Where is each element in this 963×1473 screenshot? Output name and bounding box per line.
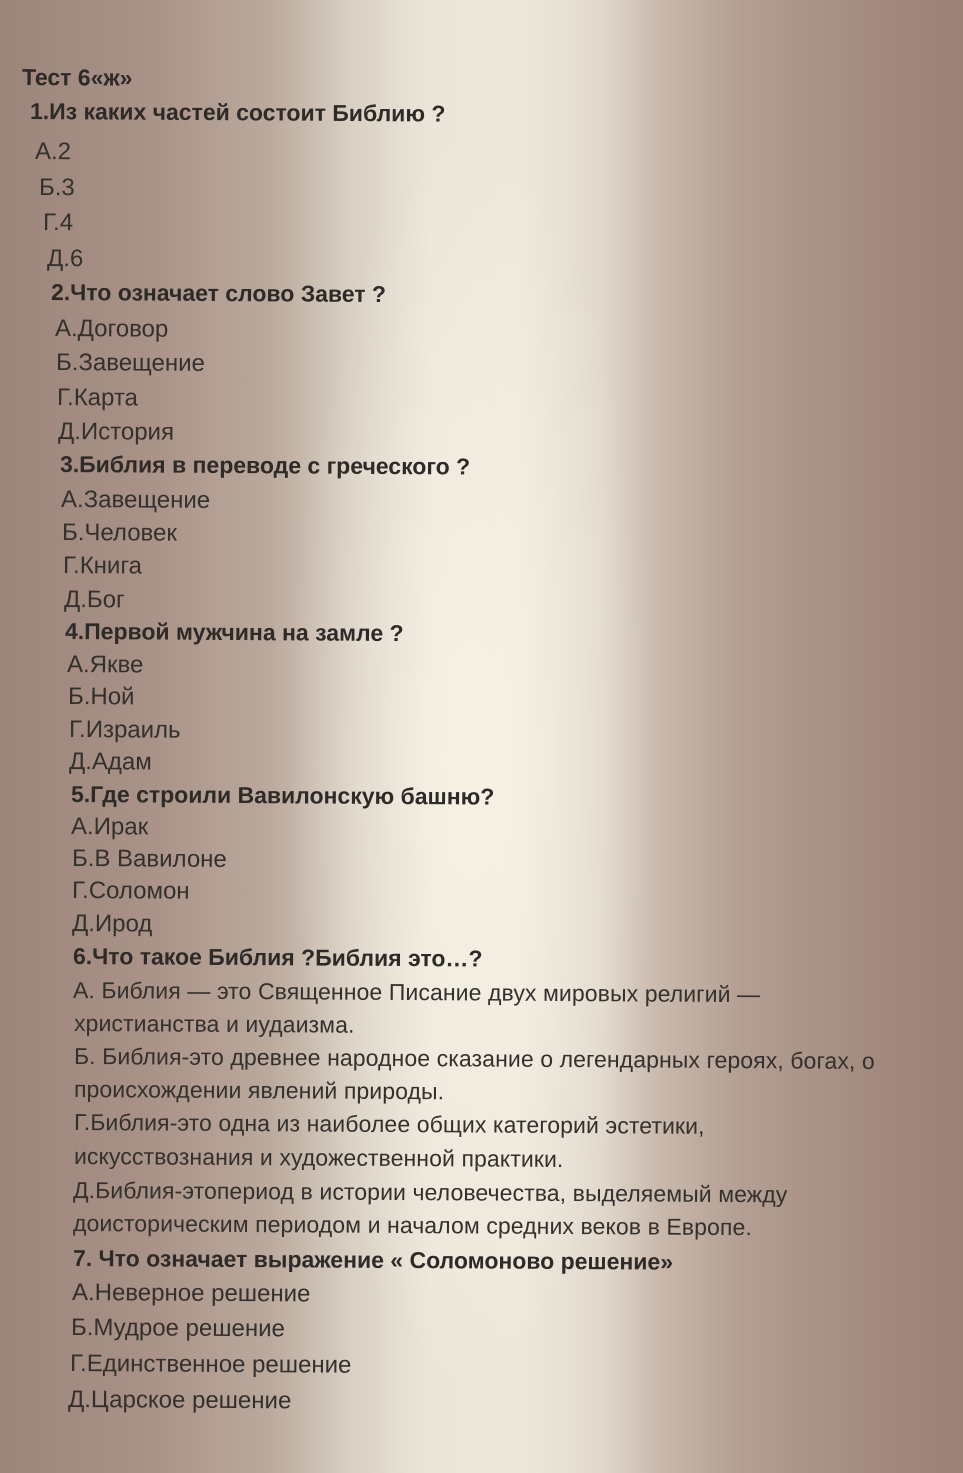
question-6: 6.Что такое Библия ?Библия это…? xyxy=(72,943,483,972)
question-3-option-a: А.Завещение xyxy=(60,486,211,514)
question-4: 4.Первой мужчина на замле ? xyxy=(64,618,404,647)
question-6-option-a-line-1: А. Библия — это Священное Писание двух мировых религий — xyxy=(72,977,761,1008)
question-3-option-b: Б.Человек xyxy=(61,519,178,547)
question-1-option-d: Д.6 xyxy=(46,245,84,273)
question-6-option-g-line-1: Г.Библия-это одна из наиболее общих категорий эстетики, xyxy=(73,1109,705,1139)
question-3-option-d: Д.Бог xyxy=(63,586,125,614)
question-5-option-d: Д.Ирод xyxy=(71,910,153,938)
question-7-option-a: А.Неверное решение xyxy=(71,1279,311,1308)
question-5-option-b: Б.В Вавилоне xyxy=(71,845,227,873)
question-2-option-d: Д.История xyxy=(57,418,175,446)
question-4-option-a: А.Якве xyxy=(66,651,144,679)
question-6-option-b-line-2: происхождении явлений природы. xyxy=(73,1076,445,1105)
question-7-option-g: Г.Единственное решение xyxy=(69,1350,352,1379)
question-2-option-g: Г.Карта xyxy=(56,384,139,412)
question-7-option-d: Д.Царское решение xyxy=(67,1386,292,1415)
question-6-option-d-line-1: Д.Библия-этопериод в истории человечества, выделяемый между xyxy=(72,1177,788,1208)
question-7-option-b: Б.Мудрое решение xyxy=(70,1314,285,1343)
question-6-option-b-line-1: Б. Библия-это древнее народное сказание о легендарных героях, богах, о xyxy=(73,1043,875,1074)
question-7: 7. Что означает выражение « Соломоново решение» xyxy=(72,1245,674,1275)
question-4-option-d: Д.Адам xyxy=(68,748,152,776)
question-3: 3.Библия в переводе с греческого ? xyxy=(59,451,471,480)
question-1-option-a: А.2 xyxy=(34,138,72,166)
question-2-option-b: Б.Завещение xyxy=(55,349,206,377)
question-5-option-g: Г.Соломон xyxy=(71,877,190,905)
question-5: 5.Где строили Вавилонскую башню? xyxy=(70,781,495,810)
question-1: 1.Из каких частей состоит Библию ? xyxy=(29,98,446,127)
question-5-option-a: А.Ирак xyxy=(70,813,149,841)
question-6-option-g-line-2: искусствознания и художественной практики. xyxy=(73,1143,564,1172)
question-3-option-g: Г.Книга xyxy=(62,552,143,580)
question-6-option-d-line-2: доисторическим периодом и началом средних веков в Европе. xyxy=(72,1210,752,1241)
question-4-option-g: Г.Израиль xyxy=(68,716,181,744)
question-2: 2.Что означает слово Завет ? xyxy=(50,279,387,308)
question-1-option-g: Г.4 xyxy=(42,209,74,237)
question-1-option-b: Б.3 xyxy=(38,174,75,202)
test-title: Тест 6«ж» xyxy=(21,64,133,91)
question-6-option-a-line-2: христианства и иудаизма. xyxy=(73,1010,355,1038)
question-4-option-b: Б.Ной xyxy=(67,683,135,711)
question-2-option-a: А.Договор xyxy=(54,315,169,343)
